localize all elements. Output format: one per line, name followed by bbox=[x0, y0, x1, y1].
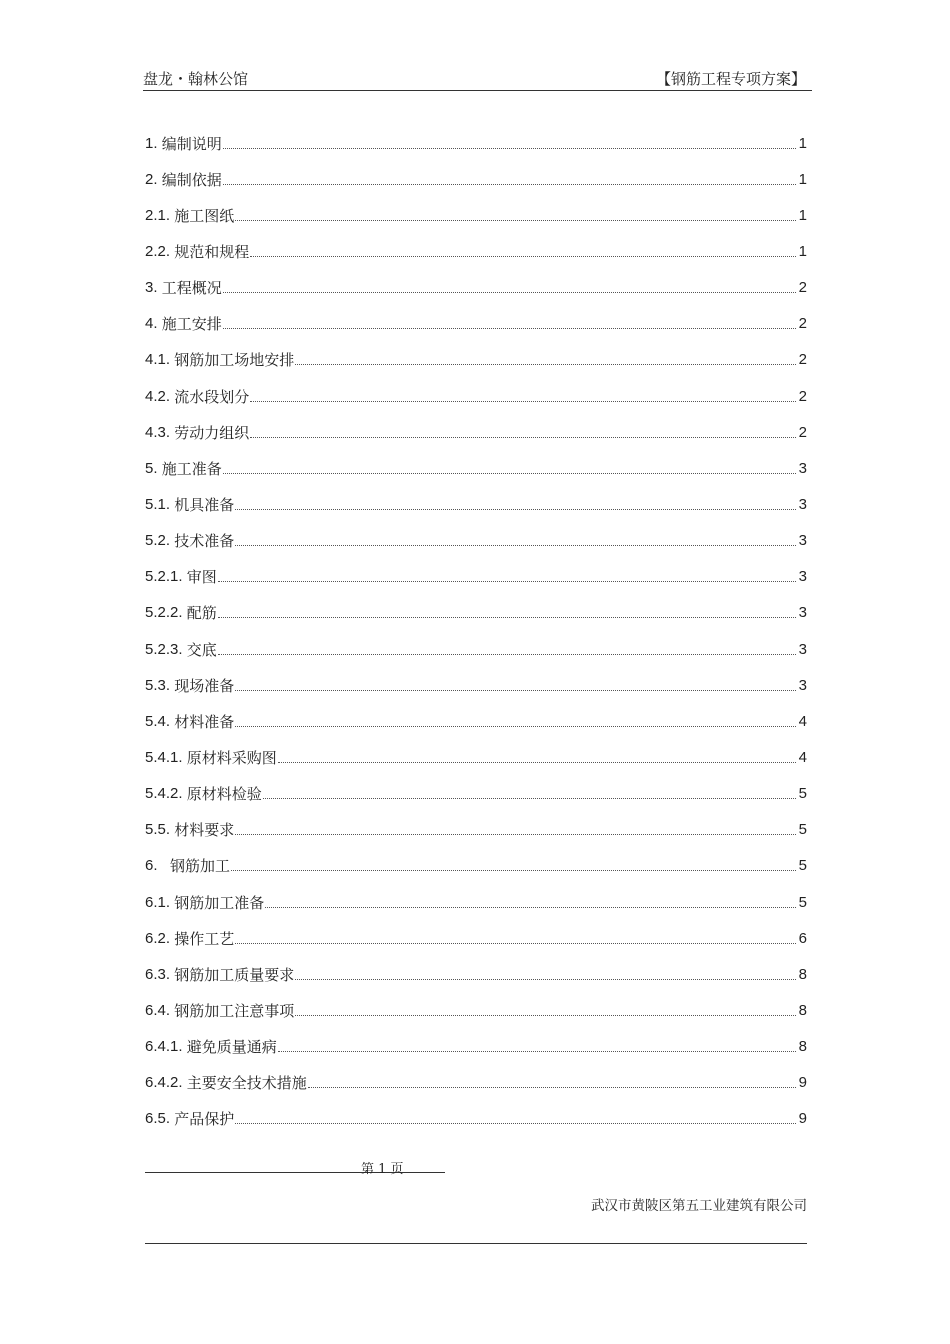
table-of-contents bbox=[145, 125, 807, 1137]
toc-entry-page: 6 bbox=[798, 929, 807, 947]
toc-entry-page: 9 bbox=[798, 1110, 807, 1128]
toc-entry[interactable] bbox=[145, 523, 807, 559]
toc-entry[interactable] bbox=[145, 270, 807, 306]
toc-entry-page: 9 bbox=[798, 1074, 807, 1092]
toc-entry-number: 5.2.1. bbox=[145, 568, 187, 586]
toc-entry[interactable] bbox=[145, 306, 807, 342]
toc-dot-leader bbox=[218, 581, 796, 582]
toc-entry[interactable] bbox=[145, 125, 807, 161]
toc-entry-title: 原材料检验 bbox=[186, 785, 262, 804]
page-number: 第 1 页 bbox=[361, 1162, 404, 1177]
toc-entry-page: 1 bbox=[798, 242, 807, 260]
toc-dot-leader bbox=[235, 509, 796, 510]
toc-entry-number: 4. bbox=[145, 315, 162, 333]
toc-entry[interactable] bbox=[145, 884, 807, 920]
toc-entry-page: 3 bbox=[798, 568, 807, 586]
toc-entry-title: 劳动力组织 bbox=[174, 423, 250, 442]
toc-entry[interactable] bbox=[145, 197, 807, 233]
toc-entry-number: 6.3. bbox=[145, 965, 175, 983]
toc-dot-leader bbox=[295, 1015, 796, 1016]
toc-entry-number: 6.4.1. bbox=[145, 1038, 187, 1056]
toc-entry-number: 6.4. bbox=[145, 1001, 175, 1019]
toc-entry[interactable] bbox=[145, 378, 807, 414]
toc-entry[interactable] bbox=[145, 559, 807, 595]
toc-entry-page: 8 bbox=[798, 965, 807, 983]
toc-entry-number: 5.5. bbox=[145, 821, 175, 839]
company-name: 武汉市黄陂区第五工业建筑有限公司 bbox=[591, 1198, 807, 1214]
toc-dot-leader bbox=[250, 256, 796, 257]
project-name: 盘龙・翰林公馆 bbox=[143, 70, 249, 88]
toc-entry-title: 施工图纸 bbox=[174, 206, 235, 225]
toc-dot-leader bbox=[223, 473, 796, 474]
toc-entry-page: 3 bbox=[798, 459, 807, 477]
toc-entry[interactable] bbox=[145, 1029, 807, 1065]
toc-entry-page: 4 bbox=[798, 712, 807, 730]
toc-entry-page: 3 bbox=[798, 495, 807, 513]
toc-entry-title: 产品保护 bbox=[174, 1110, 235, 1129]
footer-divider bbox=[145, 1243, 807, 1244]
toc-entry-number: 5.2.3. bbox=[145, 640, 187, 658]
toc-entry-page: 5 bbox=[798, 785, 807, 803]
toc-dot-leader bbox=[295, 364, 796, 365]
toc-entry-title: 主要安全技术措施 bbox=[186, 1074, 307, 1093]
toc-entry-number: 5.4.1. bbox=[145, 748, 187, 766]
toc-dot-leader bbox=[223, 148, 796, 149]
toc-dot-leader bbox=[235, 726, 796, 727]
toc-entry-number: 6.4.2. bbox=[145, 1074, 187, 1092]
toc-entry-title: 施工准备 bbox=[161, 459, 222, 478]
toc-entry-page: 2 bbox=[798, 387, 807, 405]
toc-entry-title: 施工安排 bbox=[161, 315, 222, 334]
toc-entry-number: 5.3. bbox=[145, 676, 175, 694]
toc-dot-leader bbox=[278, 762, 796, 763]
toc-entry-title: 钢筋加工场地安排 bbox=[174, 351, 295, 370]
toc-entry-number: 6.1. bbox=[145, 893, 175, 911]
toc-entry-title: 避免质量通病 bbox=[186, 1038, 277, 1057]
toc-entry-title: 编制依据 bbox=[161, 170, 222, 189]
toc-dot-leader bbox=[223, 184, 796, 185]
toc-entry-page: 2 bbox=[798, 315, 807, 333]
toc-dot-leader bbox=[308, 1087, 796, 1088]
toc-entry-page: 1 bbox=[798, 170, 807, 188]
toc-entry-title: 现场准备 bbox=[174, 676, 235, 695]
toc-entry-page: 5 bbox=[798, 821, 807, 839]
toc-entry-page: 3 bbox=[798, 676, 807, 694]
toc-entry-number: 6.2. bbox=[145, 929, 175, 947]
toc-entry-page: 3 bbox=[798, 604, 807, 622]
toc-entry[interactable] bbox=[145, 414, 807, 450]
toc-entry-title: 编制说明 bbox=[161, 134, 222, 153]
toc-dot-leader bbox=[231, 870, 796, 871]
toc-entry-title: 钢筋加工质量要求 bbox=[174, 965, 295, 984]
toc-dot-leader bbox=[235, 834, 796, 835]
toc-entry[interactable] bbox=[145, 233, 807, 269]
document-title: 【钢筋工程专项方案】 bbox=[655, 70, 806, 88]
toc-dot-leader bbox=[263, 798, 796, 799]
toc-entry-page: 8 bbox=[798, 1038, 807, 1056]
toc-entry[interactable] bbox=[145, 667, 807, 703]
toc-entry[interactable] bbox=[145, 161, 807, 197]
toc-entry-number: 4.2. bbox=[145, 387, 175, 405]
toc-entry-number: 4.1. bbox=[145, 351, 175, 369]
toc-entry-page: 4 bbox=[798, 748, 807, 766]
toc-entry-page: 1 bbox=[798, 134, 807, 152]
toc-dot-leader bbox=[235, 690, 796, 691]
toc-entry-page: 8 bbox=[798, 1001, 807, 1019]
toc-entry-title: 原材料采购图 bbox=[186, 748, 277, 767]
toc-entry-title: 技术准备 bbox=[174, 532, 235, 551]
toc-entry-title: 操作工艺 bbox=[174, 929, 235, 948]
toc-entry-number: 5.4. bbox=[145, 712, 175, 730]
toc-entry-title: 钢筋加工注意事项 bbox=[174, 1001, 295, 1020]
toc-entry[interactable] bbox=[145, 631, 807, 667]
toc-entry-page: 3 bbox=[798, 640, 807, 658]
toc-entry[interactable] bbox=[145, 450, 807, 486]
toc-entry-number: 5.1. bbox=[145, 495, 175, 513]
toc-entry-page: 5 bbox=[798, 893, 807, 911]
toc-entry-number: 5.2.2. bbox=[145, 604, 187, 622]
toc-dot-leader bbox=[278, 1051, 796, 1052]
toc-entry-title: 机具准备 bbox=[174, 495, 235, 514]
toc-dot-leader bbox=[218, 617, 796, 618]
toc-entry[interactable] bbox=[145, 992, 807, 1028]
toc-entry-title: 材料准备 bbox=[174, 712, 235, 731]
toc-entry-title: 规范和规程 bbox=[174, 242, 250, 261]
toc-dot-leader bbox=[250, 401, 796, 402]
toc-entry-title: 交底 bbox=[186, 640, 217, 659]
toc-entry-number: 1. bbox=[145, 134, 162, 152]
toc-entry-number: 2.2. bbox=[145, 242, 175, 260]
page-number-line bbox=[145, 1158, 445, 1177]
toc-dot-leader bbox=[235, 943, 796, 944]
toc-entry-number: 2.1. bbox=[145, 206, 175, 224]
toc-entry[interactable] bbox=[145, 486, 807, 522]
toc-entry-number: 5.4.2. bbox=[145, 785, 187, 803]
toc-entry-page: 1 bbox=[798, 206, 807, 224]
toc-entry-title: 配筋 bbox=[186, 604, 217, 623]
toc-entry-page: 5 bbox=[798, 857, 807, 875]
toc-dot-leader bbox=[223, 328, 796, 329]
toc-dot-leader bbox=[265, 907, 796, 908]
toc-entry[interactable] bbox=[145, 342, 807, 378]
toc-entry-title: 材料要求 bbox=[174, 821, 235, 840]
toc-dot-leader bbox=[235, 1123, 796, 1124]
toc-entry-page: 2 bbox=[798, 351, 807, 369]
toc-entry-page: 2 bbox=[798, 279, 807, 297]
toc-entry-number: 6.5. bbox=[145, 1110, 175, 1128]
toc-entry[interactable] bbox=[145, 595, 807, 631]
toc-entry[interactable] bbox=[145, 812, 807, 848]
toc-entry-page: 3 bbox=[798, 532, 807, 550]
toc-entry[interactable] bbox=[145, 848, 807, 884]
toc-dot-leader bbox=[223, 292, 796, 293]
toc-entry-number: 2. bbox=[145, 170, 162, 188]
toc-dot-leader bbox=[218, 654, 796, 655]
toc-entry[interactable] bbox=[145, 920, 807, 956]
toc-entry-number: 4.3. bbox=[145, 423, 175, 441]
toc-entry-title: 流水段划分 bbox=[174, 387, 250, 406]
toc-entry[interactable] bbox=[145, 956, 807, 992]
toc-entry[interactable] bbox=[145, 703, 807, 739]
toc-dot-leader bbox=[295, 979, 796, 980]
toc-entry-number: 5.2. bbox=[145, 532, 175, 550]
toc-dot-leader bbox=[235, 545, 796, 546]
page-header bbox=[143, 66, 812, 91]
toc-entry-title: 钢筋加工 bbox=[170, 857, 231, 876]
toc-entry-page: 2 bbox=[798, 423, 807, 441]
toc-entry-title: 钢筋加工准备 bbox=[174, 893, 265, 912]
toc-dot-leader bbox=[250, 437, 796, 438]
toc-entry-title: 审图 bbox=[186, 568, 217, 587]
toc-entry-number: 3. bbox=[145, 279, 162, 297]
toc-entry-number: 6. bbox=[145, 857, 171, 875]
toc-entry[interactable] bbox=[145, 1065, 807, 1101]
toc-entry[interactable] bbox=[145, 1101, 807, 1137]
toc-dot-leader bbox=[235, 220, 796, 221]
toc-entry-number: 5. bbox=[145, 459, 162, 477]
toc-entry-title: 工程概况 bbox=[161, 279, 222, 298]
toc-entry[interactable] bbox=[145, 776, 807, 812]
toc-entry[interactable] bbox=[145, 739, 807, 775]
